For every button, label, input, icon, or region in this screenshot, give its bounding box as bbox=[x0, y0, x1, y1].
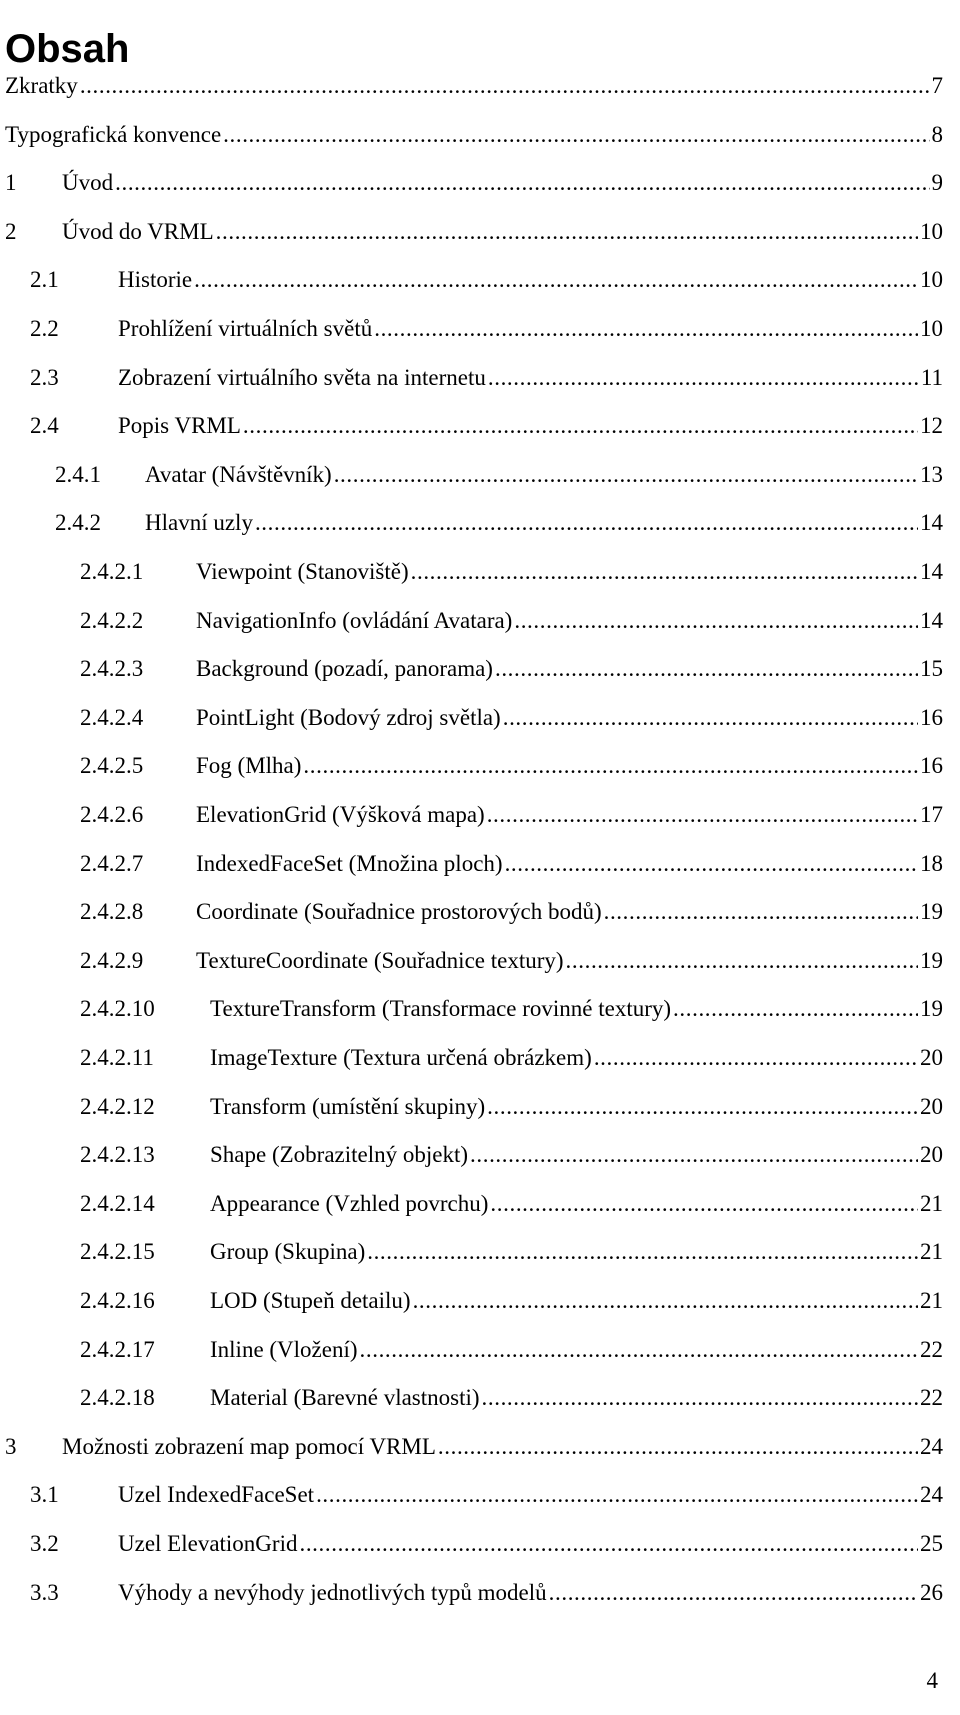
toc-entry-number: 2.4.2.17 bbox=[80, 1336, 155, 1362]
toc-entry-page: 25 bbox=[920, 1531, 943, 1556]
toc-entry-number: 2.4.2.15 bbox=[80, 1239, 155, 1265]
dot-leader bbox=[299, 1526, 918, 1562]
toc-entry[interactable] bbox=[0, 651, 960, 687]
toc-entry-page: 21 bbox=[920, 1288, 943, 1313]
toc-entry-number: 2.4.2.1 bbox=[80, 559, 144, 584]
toc-entry-title: Možnosti zobrazení map pomocí VRML bbox=[62, 1433, 436, 1459]
dot-leader bbox=[503, 700, 918, 736]
toc-entry[interactable] bbox=[0, 311, 960, 347]
toc-entry-page: 18 bbox=[920, 850, 943, 876]
toc-entry-page: 20 bbox=[920, 1093, 943, 1119]
dot-leader bbox=[255, 505, 918, 541]
dot-leader bbox=[594, 1040, 918, 1076]
toc-entry-number: 2 bbox=[5, 218, 17, 244]
dot-leader bbox=[411, 554, 918, 590]
toc-entry-title: LOD (Stupeň detailu) bbox=[210, 1288, 411, 1313]
toc-entry[interactable] bbox=[0, 360, 960, 396]
dot-leader bbox=[223, 117, 929, 153]
toc-entry-page: 12 bbox=[920, 413, 943, 439]
toc-entry-title: Group (Skupina) bbox=[210, 1239, 366, 1265]
toc-entry[interactable] bbox=[0, 700, 960, 736]
dot-leader bbox=[360, 1332, 918, 1368]
toc-entry-title: Prohlížení virtuálních světů bbox=[118, 316, 373, 341]
toc-entry-title: Transform (umístění skupiny) bbox=[210, 1093, 486, 1119]
toc-entry[interactable] bbox=[0, 505, 960, 541]
toc-entry[interactable] bbox=[0, 846, 960, 882]
toc-entry-number: 3.2 bbox=[30, 1531, 59, 1556]
toc-entry-title: Zobrazení virtuálního světa na internetu bbox=[118, 364, 486, 390]
toc-entry-number: 2.2 bbox=[30, 316, 59, 341]
dot-leader bbox=[488, 360, 919, 396]
toc-entry-number: 2.4.2.13 bbox=[80, 1142, 155, 1168]
toc-entry-page: 19 bbox=[920, 899, 943, 925]
dot-leader bbox=[514, 603, 918, 639]
toc-entry-title: TextureCoordinate (Souřadnice textury) bbox=[196, 947, 564, 973]
toc-entry-title: NavigationInfo (ovládání Avatara) bbox=[196, 607, 513, 633]
toc-entry-title: Appearance (Vzhled povrchu) bbox=[210, 1190, 489, 1216]
toc-entry-number: 2.4.1 bbox=[55, 461, 101, 487]
dot-leader bbox=[482, 1380, 918, 1416]
toc-entry-page: 20 bbox=[920, 1045, 943, 1070]
toc-entry-page: 10 bbox=[920, 218, 943, 244]
toc-entry-title: Viewpoint (Stanoviště) bbox=[196, 559, 409, 584]
toc-entry-number: 2.4.2.6 bbox=[80, 802, 144, 827]
toc-entry-number: 2.4.2.8 bbox=[80, 899, 144, 925]
toc-entry-number: 2.4.2.11 bbox=[80, 1045, 154, 1070]
toc-entry-number: 2.4.2.7 bbox=[80, 850, 144, 876]
toc-entry-title: IndexedFaceSet (Množina ploch) bbox=[196, 850, 503, 876]
toc-entry[interactable] bbox=[0, 117, 960, 153]
toc-entry-page: 22 bbox=[920, 1336, 943, 1362]
toc-entry-number: 2.4 bbox=[30, 413, 59, 439]
dot-leader bbox=[673, 991, 918, 1027]
toc-entry-page: 19 bbox=[920, 947, 943, 973]
toc-entry-page: 10 bbox=[920, 316, 943, 341]
toc-entry[interactable] bbox=[0, 797, 960, 833]
toc-entry-page: 7 bbox=[931, 73, 943, 98]
toc-entry-title: Material (Barevné vlastnosti) bbox=[210, 1385, 480, 1411]
toc-entry-number: 2.4.2.4 bbox=[80, 704, 144, 730]
toc-entry[interactable] bbox=[0, 1380, 960, 1416]
toc-entry[interactable] bbox=[0, 262, 960, 298]
toc-entry-page: 13 bbox=[920, 461, 943, 487]
toc-entry[interactable] bbox=[0, 1283, 960, 1319]
toc-entry-number: 2.4.2.18 bbox=[80, 1385, 155, 1411]
dot-leader bbox=[604, 894, 918, 930]
dot-leader bbox=[216, 214, 918, 250]
toc-entry-number: 2.1 bbox=[30, 267, 59, 293]
toc-entry[interactable] bbox=[0, 1040, 960, 1076]
toc-entry-number: 2.4.2 bbox=[55, 510, 101, 536]
toc-entry-number: 2.4.2.5 bbox=[80, 753, 144, 779]
toc-entry-number: 2.4.2.3 bbox=[80, 656, 144, 682]
toc-entry-page: 10 bbox=[920, 267, 943, 293]
toc-entry-title: Coordinate (Souřadnice prostorových bodů) bbox=[196, 899, 602, 925]
toc-entry-title: Fog (Mlha) bbox=[196, 753, 302, 779]
toc-entry-title: Inline (Vložení) bbox=[210, 1336, 358, 1362]
dot-leader bbox=[367, 1234, 918, 1270]
toc-entry-page: 21 bbox=[920, 1190, 943, 1216]
toc-entry-title: Uzel ElevationGrid bbox=[118, 1531, 298, 1556]
toc-entry-title: Background (pozadí, panorama) bbox=[196, 656, 493, 682]
toc-entry-page: 14 bbox=[920, 510, 943, 536]
toc-entry[interactable] bbox=[0, 554, 960, 590]
toc-entry-page: 15 bbox=[920, 656, 943, 682]
toc-entry-title: ImageTexture (Textura určená obrázkem) bbox=[210, 1045, 592, 1070]
toc-entry-number: 2.3 bbox=[30, 364, 59, 390]
toc-entry[interactable] bbox=[0, 1477, 960, 1513]
dot-leader bbox=[413, 1283, 918, 1319]
toc-entry-number: 3 bbox=[5, 1433, 17, 1459]
dot-leader bbox=[194, 262, 918, 298]
dot-leader bbox=[243, 408, 918, 444]
toc-entry[interactable] bbox=[0, 1575, 960, 1611]
toc-entry-page: 17 bbox=[920, 802, 943, 827]
toc-entry-title: Uzel IndexedFaceSet bbox=[118, 1482, 315, 1508]
toc-entry-page: 26 bbox=[920, 1579, 943, 1605]
toc-entry-title: Hlavní uzly bbox=[145, 510, 253, 536]
toc-entry[interactable] bbox=[0, 748, 960, 784]
toc-entry-title: Popis VRML bbox=[118, 413, 241, 439]
toc-entry[interactable] bbox=[0, 603, 960, 639]
toc-entry[interactable] bbox=[0, 68, 960, 104]
toc-entry-number: 1 bbox=[5, 170, 17, 196]
toc-entry-title: TextureTransform (Transformace rovinné textury) bbox=[210, 996, 672, 1022]
toc-entry[interactable] bbox=[0, 1137, 960, 1173]
toc-entry-page: 24 bbox=[920, 1433, 943, 1459]
dot-leader bbox=[303, 748, 918, 784]
dot-leader bbox=[438, 1429, 918, 1465]
toc-entry-title: PointLight (Bodový zdroj světla) bbox=[196, 704, 501, 730]
toc-entry[interactable] bbox=[0, 1234, 960, 1270]
toc-entry-page: 8 bbox=[931, 121, 943, 147]
toc-entry-page: 14 bbox=[920, 559, 943, 584]
toc-entry[interactable] bbox=[0, 457, 960, 493]
dot-leader bbox=[487, 797, 918, 833]
toc-entry-title: Shape (Zobrazitelný objekt) bbox=[210, 1142, 469, 1168]
toc-entry-page: 16 bbox=[920, 753, 943, 779]
toc-entry-number: 2.4.2.14 bbox=[80, 1190, 155, 1216]
toc-entry-number: 2.4.2.10 bbox=[80, 996, 155, 1022]
toc-entry[interactable] bbox=[0, 165, 960, 201]
page-number: 4 bbox=[926, 1668, 938, 1693]
toc-entry[interactable] bbox=[0, 408, 960, 444]
dot-leader bbox=[566, 943, 918, 979]
toc-entry-page: 11 bbox=[920, 364, 943, 390]
toc-entry-page: 22 bbox=[920, 1385, 943, 1411]
dot-leader bbox=[495, 651, 918, 687]
dot-leader bbox=[80, 68, 930, 104]
toc-entry-page: 20 bbox=[920, 1142, 943, 1168]
toc-entry-number: 3.3 bbox=[30, 1579, 59, 1605]
toc-entry-title: Úvod bbox=[62, 170, 114, 196]
dot-leader bbox=[470, 1137, 918, 1173]
toc-entry[interactable] bbox=[0, 1089, 960, 1125]
toc-entry[interactable] bbox=[0, 1526, 960, 1562]
toc-entry-title: Typografická konvence bbox=[5, 121, 222, 147]
toc-entry-title: Historie bbox=[118, 267, 193, 293]
toc-entry-page: 19 bbox=[920, 996, 943, 1022]
toc-entry-title: Avatar (Návštěvník) bbox=[145, 461, 332, 487]
toc-entry-number: 3.1 bbox=[30, 1482, 59, 1508]
toc-entry-number: 2.4.2.9 bbox=[80, 947, 144, 973]
toc-entry[interactable] bbox=[0, 214, 960, 250]
dot-leader bbox=[316, 1477, 918, 1513]
toc-entry-page: 21 bbox=[920, 1239, 943, 1265]
dot-leader bbox=[549, 1575, 918, 1611]
page-title: Obsah bbox=[5, 26, 130, 71]
dot-leader bbox=[115, 165, 929, 201]
toc-entry[interactable] bbox=[0, 1429, 960, 1465]
dot-leader bbox=[374, 311, 918, 347]
toc-entry-number: 2.4.2.12 bbox=[80, 1093, 155, 1119]
toc-entry-page: 16 bbox=[920, 704, 943, 730]
toc-entry[interactable] bbox=[0, 943, 960, 979]
toc-entry-number: 2.4.2.16 bbox=[80, 1288, 155, 1313]
toc-entry[interactable] bbox=[0, 1186, 960, 1222]
toc-entry-page: 9 bbox=[931, 170, 943, 196]
dot-leader bbox=[334, 457, 918, 493]
toc-entry[interactable] bbox=[0, 991, 960, 1027]
dot-leader bbox=[505, 846, 918, 882]
toc-entry-title: Úvod do VRML bbox=[62, 218, 214, 244]
toc-entry-title: ElevationGrid (Výšková mapa) bbox=[196, 802, 485, 827]
dot-leader bbox=[487, 1089, 918, 1125]
toc-entry-page: 24 bbox=[920, 1482, 943, 1508]
toc-entry-number: 2.4.2.2 bbox=[80, 607, 144, 633]
toc-entry[interactable] bbox=[0, 1332, 960, 1368]
toc-entry[interactable] bbox=[0, 894, 960, 930]
toc-entry-page: 14 bbox=[920, 607, 943, 633]
dot-leader bbox=[490, 1186, 918, 1222]
toc-entry-title: Výhody a nevýhody jednotlivých typů modelů bbox=[118, 1579, 547, 1605]
toc-entry-title: Zkratky bbox=[5, 73, 78, 98]
